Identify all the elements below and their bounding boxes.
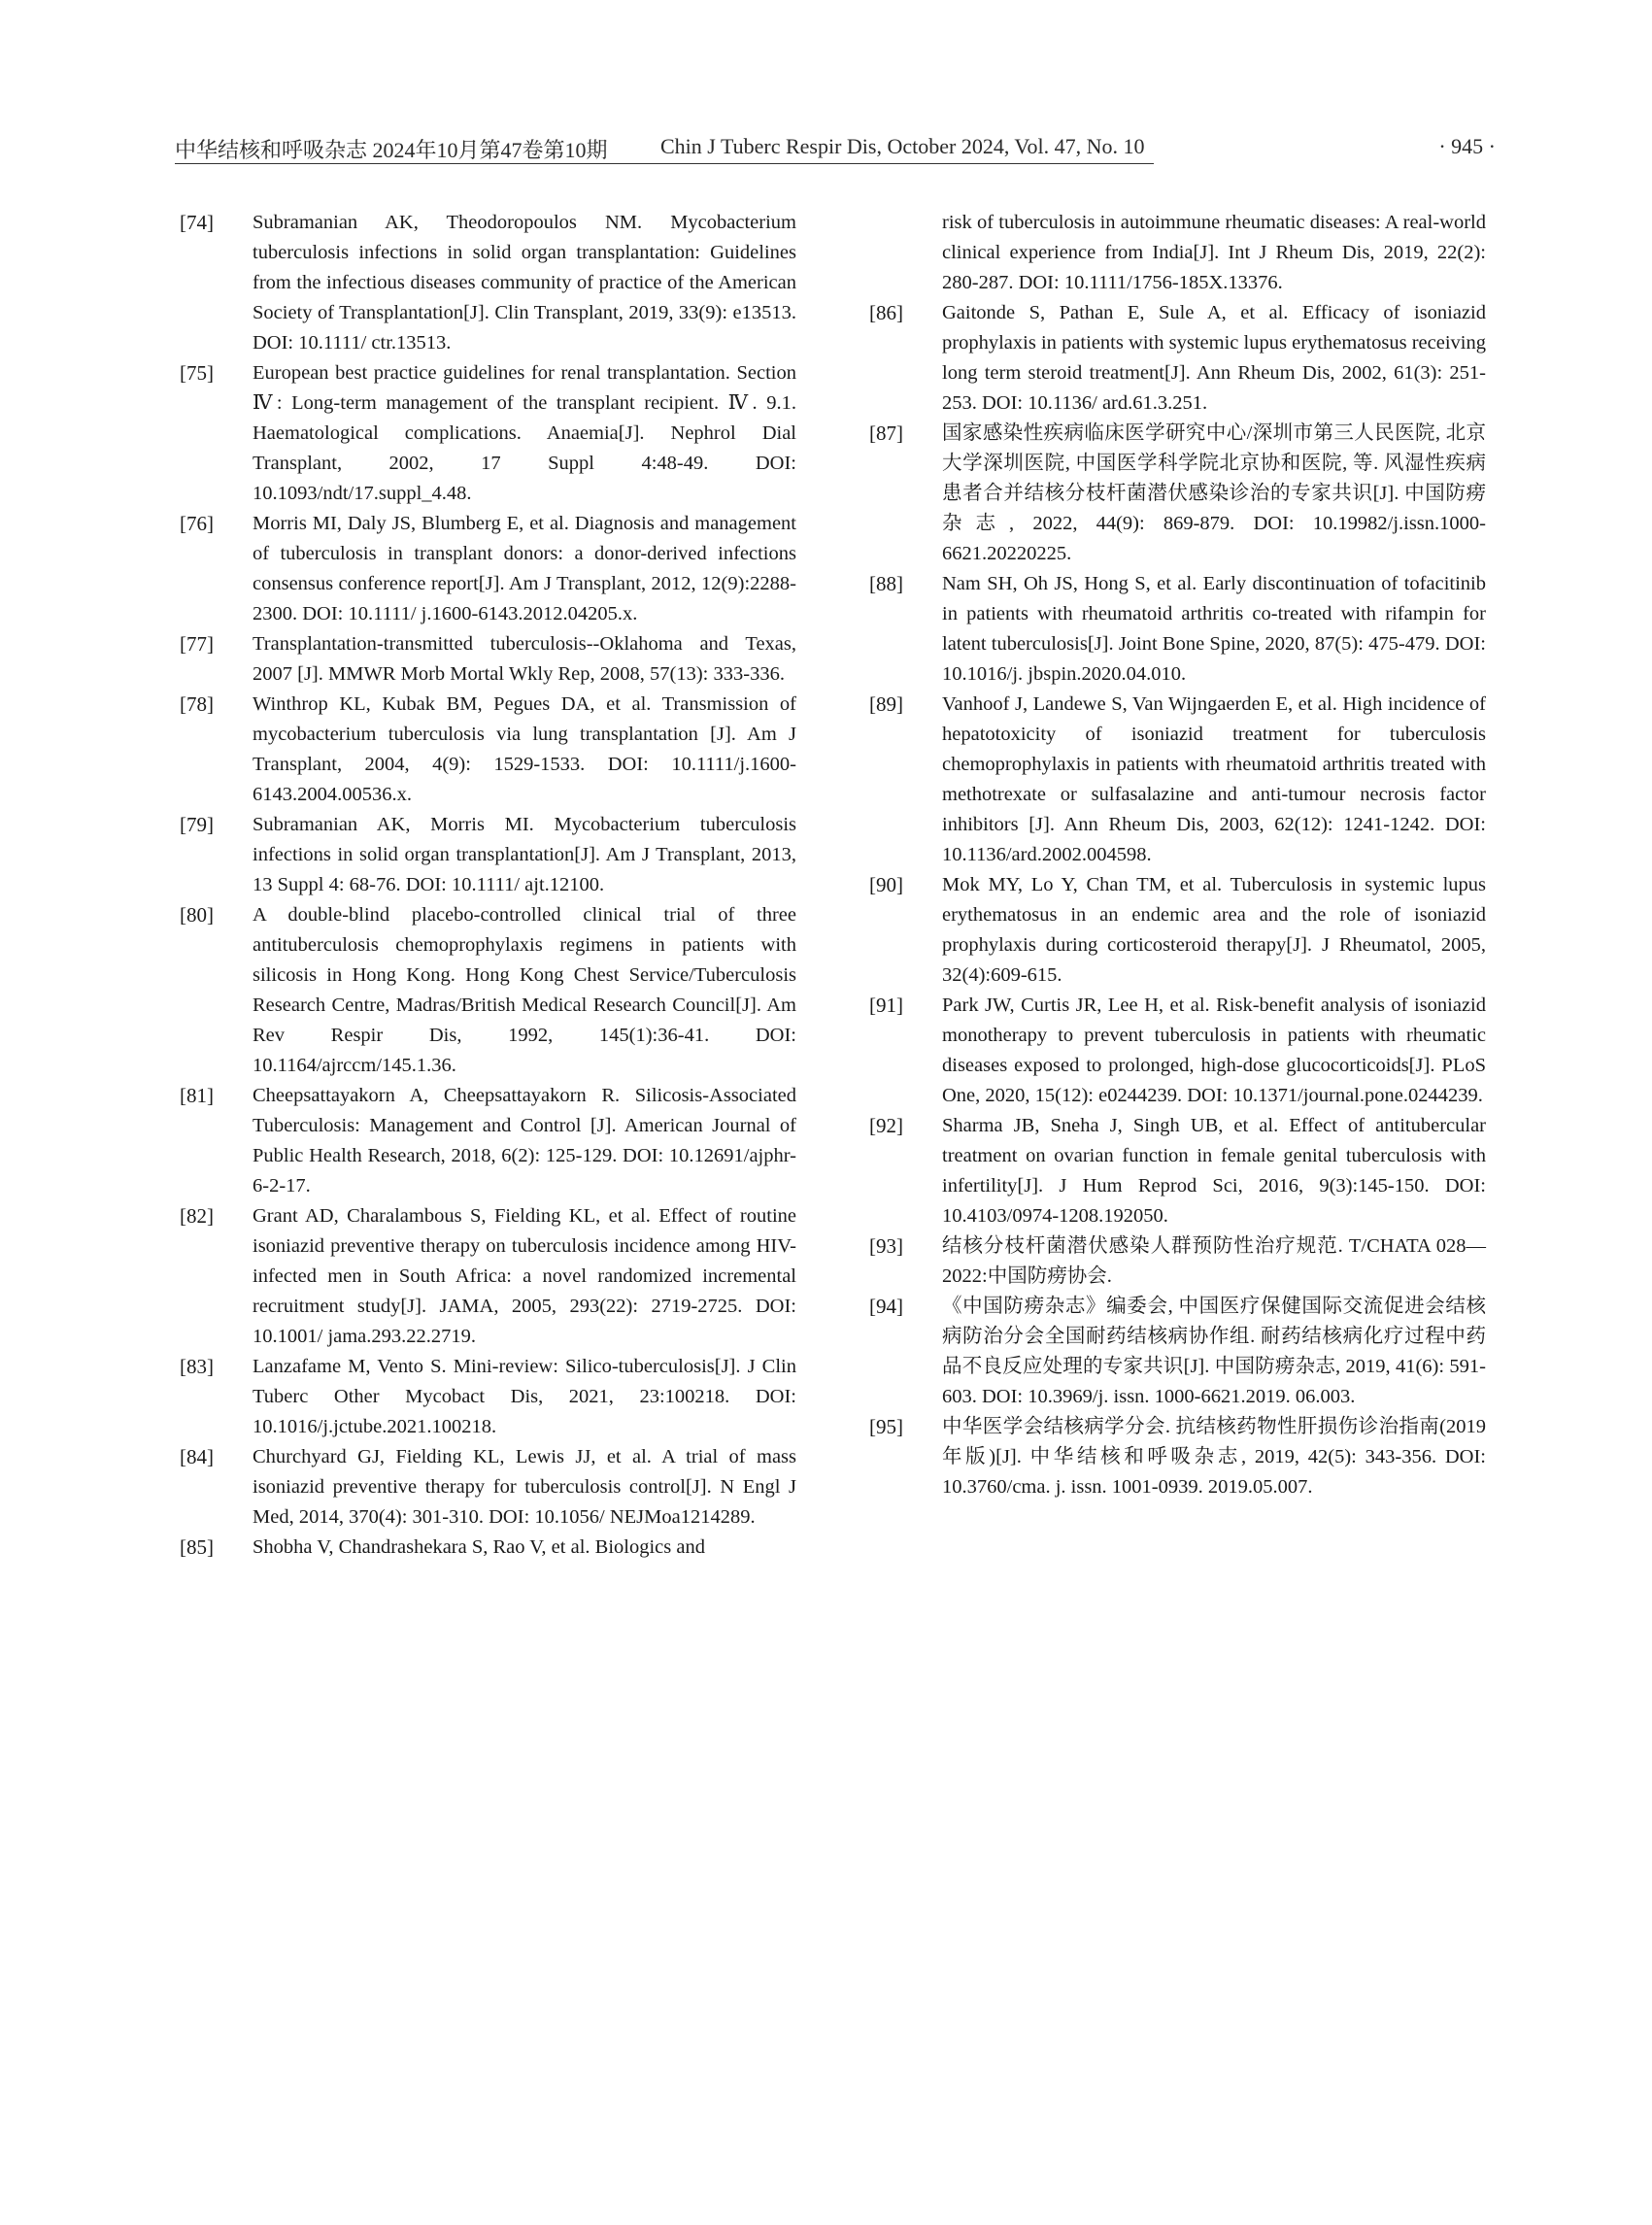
journal-title-cn: 中华结核和呼吸杂志 2024年10月第47卷第10期 (175, 138, 608, 162)
reference-text: 中华医学会结核病学分会. 抗结核药物性肝损伤诊治指南(2019年版)[J]. 中华结核和呼吸杂志, 2019, 42(5): 343-356. DOI: 10.3760/cma. j. issn. 1001-0939. 2019.05.007. (942, 1416, 1486, 1498)
reference-number: [83] (180, 1355, 214, 1378)
reference-number: [77] (180, 632, 214, 656)
reference-item (869, 419, 1486, 569)
reference-text: Sharma JB, Sneha J, Singh UB, et al. Effect of antitubercular treatment on ovarian function in female genital tuberculosis with infertility[J]. J Hum Reprod Sci, 2016, 9(3):145-150. DOI: 10.4103/0974-1208.192050. (942, 1115, 1486, 1227)
reference-number: [82] (180, 1204, 214, 1228)
reference-continuation-text: risk of tuberculosis in autoimmune rheumatic diseases: A real-world clinical experience from India[J]. Int J Rheum Dis, 2019, 22(2): 280-287. DOI: 10.1111/1756-185X.13376. (942, 212, 1486, 293)
reference-item (869, 690, 1486, 870)
reference-item (180, 208, 796, 358)
reference-text: Transplantation-transmitted tuberculosis--Oklahoma and Texas, 2007 [J]. MMWR Morb Mortal Wkly Rep, 2008, 57(13): 333-336. (253, 633, 796, 685)
reference-number: [75] (180, 361, 214, 385)
reference-continuation (869, 208, 1486, 298)
reference-number: [87] (869, 421, 903, 445)
reference-number: [92] (869, 1114, 903, 1137)
reference-item (180, 1442, 796, 1533)
reference-number: [85] (180, 1535, 214, 1559)
reference-number: [86] (869, 301, 903, 324)
reference-text: Shobha V, Chandrashekara S, Rao V, et al. Biologics and (253, 1536, 705, 1558)
reference-number: [91] (869, 994, 903, 1017)
reference-item (180, 358, 796, 509)
reference-number: [81] (180, 1084, 214, 1107)
references-column-left (180, 208, 796, 1563)
reference-item (180, 690, 796, 810)
reference-number: [79] (180, 813, 214, 836)
reference-number: [80] (180, 903, 214, 927)
reference-text: Nam SH, Oh JS, Hong S, et al. Early discontinuation of tofacitinib in patients with rheumatoid arthritis co-treated with rifampin for latent tuberculosis[J]. Joint Bone Spine, 2020, 87(5): 475-479. DOI: 10.1016/j. jbspin.2020.04.010. (942, 573, 1486, 685)
reference-text: Subramanian AK, Morris MI. Mycobacterium tuberculosis infections in solid organ transplantation[J]. Am J Transplant, 2013, 13 Suppl 4: 68-76. DOI: 10.1111/ ajt.12100. (253, 814, 796, 895)
reference-item (869, 298, 1486, 419)
reference-item (180, 1352, 796, 1442)
running-header (175, 134, 1496, 165)
reference-text: Grant AD, Charalambous S, Fielding KL, et al. Effect of routine isoniazid preventive therapy on tuberculosis incidence among HIV-infected men in South Africa: a novel randomized incremental recruitment study[J]. JAMA, 2005, 293(22): 2719-2725. DOI: 10.1001/ jama.293.22.2719. (253, 1205, 796, 1347)
header-rule (175, 163, 1154, 164)
reference-text: A double-blind placebo-controlled clinical trial of three antituberculosis chemoprophylaxis regimens in patients with silicosis in Hong Kong. Hong Kong Chest Service/Tuberculosis Research Centre, Madras/British Medical Research Council[J]. Am Rev Respir Dis, 1992, 145(1):36-41. DOI: 10.1164/ajrccm/145.1.36. (253, 904, 796, 1076)
reference-item (869, 1111, 1486, 1231)
reference-item (180, 1533, 796, 1563)
page-number: · 945 · (1438, 134, 1496, 158)
reference-text: 《中国防痨杂志》编委会, 中国医疗保健国际交流促进会结核病防治分会全国耐药结核病协作组. 耐药结核病化疗过程中药品不良反应处理的专家共识[J]. 中国防痨杂志, 2019, 41(6): 591-603. DOI: 10.3969/j. issn. 1000-6621.2019. 06.003. (942, 1296, 1486, 1407)
reference-item (869, 870, 1486, 991)
reference-text: 国家感染性疾病临床医学研究中心/深圳市第三人民医院, 北京大学深圳医院, 中国医学科学院北京协和医院, 等. 风湿性疾病患者合并结核分枝杆菌潜伏感染诊治的专家共识[J]. 中国防痨杂志, 2022, 44(9): 869-879. DOI: 10.19982/j.issn.1000-6621.20220225. (942, 422, 1486, 564)
reference-text: Vanhoof J, Landewe S, Van Wijngaerden E, et al. High incidence of hepatotoxicity of isoniazid treatment for tuberculosis chemoprophylaxis in patients with rheumatoid arthritis treated with methotrexate or sulfasalazine and anti-tumour necrosis factor inhibitors [J]. Ann Rheum Dis, 2003, 62(12): 1241-1242. DOI: 10.1136/ard.2002.004598. (942, 693, 1486, 865)
reference-item (180, 509, 796, 629)
journal-title-en: Chin J Tuberc Respir Dis, October 2024, Vol. 47, No. 10 (660, 134, 1145, 158)
reference-item (180, 900, 796, 1081)
reference-item (180, 629, 796, 690)
reference-item (869, 991, 1486, 1111)
reference-number: [94] (869, 1295, 903, 1318)
reference-text: Churchyard GJ, Fielding KL, Lewis JJ, et al. A trial of mass isoniazid preventive therapy for tuberculosis control[J]. N Engl J Med, 2014, 370(4): 301-310. DOI: 10.1056/ NEJMoa1214289. (253, 1446, 796, 1528)
reference-text: European best practice guidelines for renal transplantation. Section Ⅳ: Long-term management of the transplant recipient. Ⅳ. 9.1. Haematological complications. Anaemia[J]. Nephrol Dial Transplant, 2002, 17 Suppl 4:48-49. DOI: 10.1093/ndt/17.suppl_4.48. (253, 362, 796, 504)
reference-text: Gaitonde S, Pathan E, Sule A, et al. Efficacy of isoniazid prophylaxis in patients with systemic lupus erythematosus receiving long term steroid treatment[J]. Ann Rheum Dis, 2002, 61(3): 251-253. DOI: 10.1136/ ard.61.3.251. (942, 302, 1486, 414)
reference-item (180, 1081, 796, 1201)
reference-number: [78] (180, 692, 214, 716)
reference-item (869, 1412, 1486, 1502)
reference-number: [88] (869, 572, 903, 595)
reference-text: Winthrop KL, Kubak BM, Pegues DA, et al. Transmission of mycobacterium tuberculosis via lung transplantation [J]. Am J Transplant, 2004, 4(9): 1529-1533. DOI: 10.1111/j.1600-6143.2004.00536.x. (253, 693, 796, 805)
reference-number: [93] (869, 1234, 903, 1258)
reference-text: Morris MI, Daly JS, Blumberg E, et al. Diagnosis and management of tuberculosis in transplant donors: a donor-derived infections consensus conference report[J]. Am J Transplant, 2012, 12(9):2288-2300. DOI: 10.1111/ j.1600-6143.2012.04205.x. (253, 513, 796, 624)
reference-text: Mok MY, Lo Y, Chan TM, et al. Tuberculosis in systemic lupus erythematosus in an endemic area and the role of isoniazid prophylaxis during corticosteroid therapy[J]. J Rheumatol, 2005, 32(4):609-615. (942, 874, 1486, 986)
reference-item (180, 1201, 796, 1352)
reference-number: [74] (180, 211, 214, 234)
reference-text: Park JW, Curtis JR, Lee H, et al. Risk-benefit analysis of isoniazid monotherapy to prevent tuberculosis in patients with rheumatic diseases exposed to prolonged, high-dose glucocorticoids[J]. PLoS One, 2020, 15(12): e0244239. DOI: 10.1371/journal.pone.0244239. (942, 995, 1486, 1106)
reference-text: Cheepsattayakorn A, Cheepsattayakorn R. Silicosis-Associated Tuberculosis: Management and Control [J]. American Journal of Public Health Research, 2018, 6(2): 125-129. DOI: 10.12691/ajphr-6-2-17. (253, 1085, 796, 1197)
reference-text: Lanzafame M, Vento S. Mini-review: Silico-tuberculosis[J]. J Clin Tuberc Other Mycobact Dis, 2021, 23:100218. DOI: 10.1016/j.jctube.2021.100218. (253, 1356, 796, 1437)
reference-item (180, 810, 796, 900)
reference-text: Subramanian AK, Theodoropoulos NM. Mycobacterium tuberculosis infections in solid organ transplantation: Guidelines from the infectious diseases community of practice of the American Society of Transplantation[J]. Clin Transplant, 2019, 33(9): e13513. DOI: 10.1111/ ctr.13513. (253, 212, 796, 354)
reference-number: [84] (180, 1445, 214, 1468)
reference-number: [76] (180, 512, 214, 535)
references-column-right (869, 208, 1486, 1502)
reference-number: [90] (869, 873, 903, 896)
reference-number: [95] (869, 1415, 903, 1438)
reference-text: 结核分枝杆菌潜伏感染人群预防性治疗规范. T/CHATA 028—2022:中国防痨协会. (942, 1235, 1486, 1287)
reference-number: [89] (869, 692, 903, 716)
reference-item (869, 1231, 1486, 1292)
reference-item (869, 569, 1486, 690)
reference-item (869, 1292, 1486, 1412)
